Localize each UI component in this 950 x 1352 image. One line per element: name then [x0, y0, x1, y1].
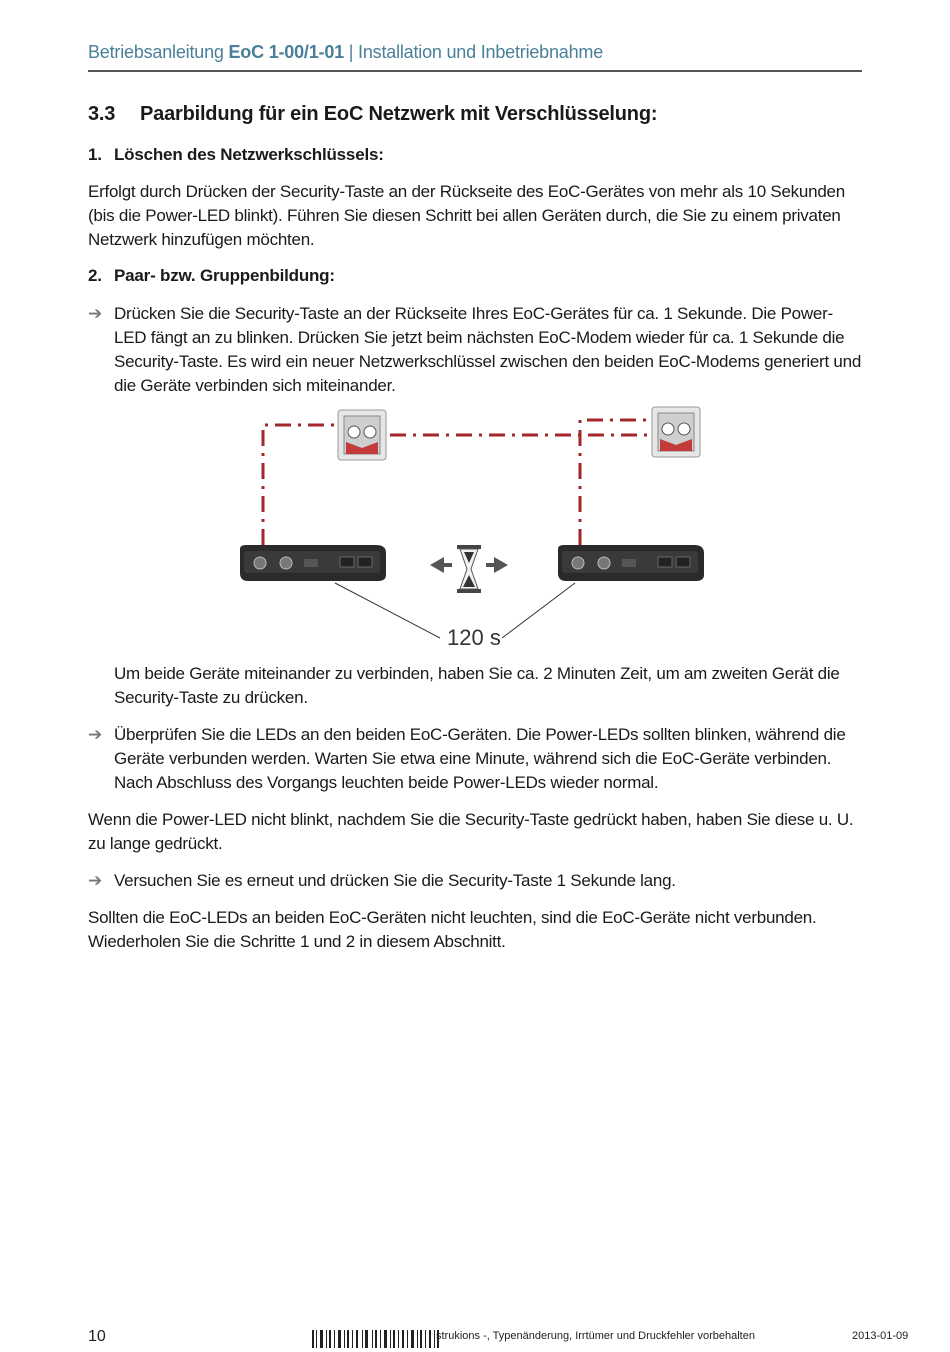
wall-socket-left [338, 410, 386, 460]
eoc-modem-left [240, 545, 386, 581]
header-prefix: Betriebsanleitung [88, 42, 229, 62]
cable-right [580, 420, 650, 545]
step2-number: 2. [88, 266, 102, 285]
step1-text: Erfolgt durch Drücken der Security-Taste an der Rückseite des EoC-Gerätes von mehr als 10 Sekunden (bis die Power-LED blinkt). Führen Sie diesen Schritt bei allen Geräten durch, die Sie zu einem privaten Netzwerk hinzufügen möchten. [88, 182, 845, 249]
arrow-icon: ➔ [88, 304, 102, 323]
section-title: Paarbildung für ein EoC Netzwerk mit Verschlüsselung: [140, 103, 658, 125]
section-number: 3.3 [88, 103, 116, 125]
bullet-retry [88, 869, 863, 893]
bullet-press-security [88, 302, 863, 398]
bullet-text: Versuchen Sie es erneut und drücken Sie die Security-Taste 1 Sekunde lang. [114, 871, 676, 890]
footer-disclaimer: strukions -, Typenänderung, Irrtümer und Druckfehler vorbehalten [436, 1330, 755, 1342]
note-two-minutes: Um beide Geräte miteinander zu verbinden, haben Sie ca. 2 Minuten Zeit, um am zweiten Gerät die Security-Taste zu drücken. [114, 664, 840, 707]
step2-heading [88, 266, 335, 286]
wall-socket-right [652, 407, 700, 457]
arrow-icon: ➔ [88, 725, 102, 744]
header-model: EoC 1-00/1-01 [228, 42, 344, 62]
bullet-text: Überprüfen Sie die LEDs an den beiden EoC-Geräten. Die Power-LEDs sollten blinken, während die Geräte verbunden werden. Warten Sie etwa eine Minute, während sich die EoC-Geräte verbinden. Nach Abschluss des Vorgangs leuchten beide Power-LEDs wieder normal. [114, 725, 846, 792]
pairing-diagram-svg [230, 405, 720, 655]
page-header [88, 42, 862, 72]
timer-label: 120 s [447, 625, 501, 650]
para-led-not-blinking: Wenn die Power-LED nicht blinkt, nachdem Sie die Security-Taste gedrückt haben, haben Sie diese u. U. zu lange gedrückt. [88, 810, 854, 853]
step1-heading [88, 145, 384, 165]
cable-left [263, 425, 335, 545]
step2-title: Paar- bzw. Gruppenbildung: [114, 266, 335, 285]
bullet-check-leds [88, 723, 863, 795]
hourglass-icon [457, 545, 481, 593]
arrow-icon: ➔ [88, 871, 102, 890]
eoc-modem-right [558, 545, 704, 581]
barcode-graphic [312, 1330, 442, 1348]
pairing-diagram [230, 405, 720, 655]
footer-date: 2013-01-09 [852, 1330, 909, 1342]
header-suffix: | Installation und Inbetriebnahme [343, 42, 604, 62]
section-heading [88, 103, 657, 126]
bullet-text: Drücken Sie die Security-Taste an der Rückseite Ihres EoC-Gerätes für ca. 1 Sekunde. Die Power-LED fängt an zu blinken. Drücken Sie jetzt beim nächsten EoC-Modem wieder für ca. 1 Sekunde die Security-Taste. Es wird ein neuer Netzwerkschlüssel zwischen den beiden EoC-Modems generiert und die Geräte verbinden sich miteinander. [114, 304, 862, 395]
cable-lines [263, 420, 650, 545]
page-number: 10 [88, 1328, 106, 1345]
step1-title: Löschen des Netzwerkschlüssels: [114, 145, 384, 164]
para-final: Sollten die EoC-LEDs an beiden EoC-Geräten nicht leuchten, sind die EoC-Geräte nicht verbunden. Wiederholen Sie die Schritte 1 und 2 in diesem Abschnitt. [88, 908, 817, 951]
step1-number: 1. [88, 145, 102, 164]
